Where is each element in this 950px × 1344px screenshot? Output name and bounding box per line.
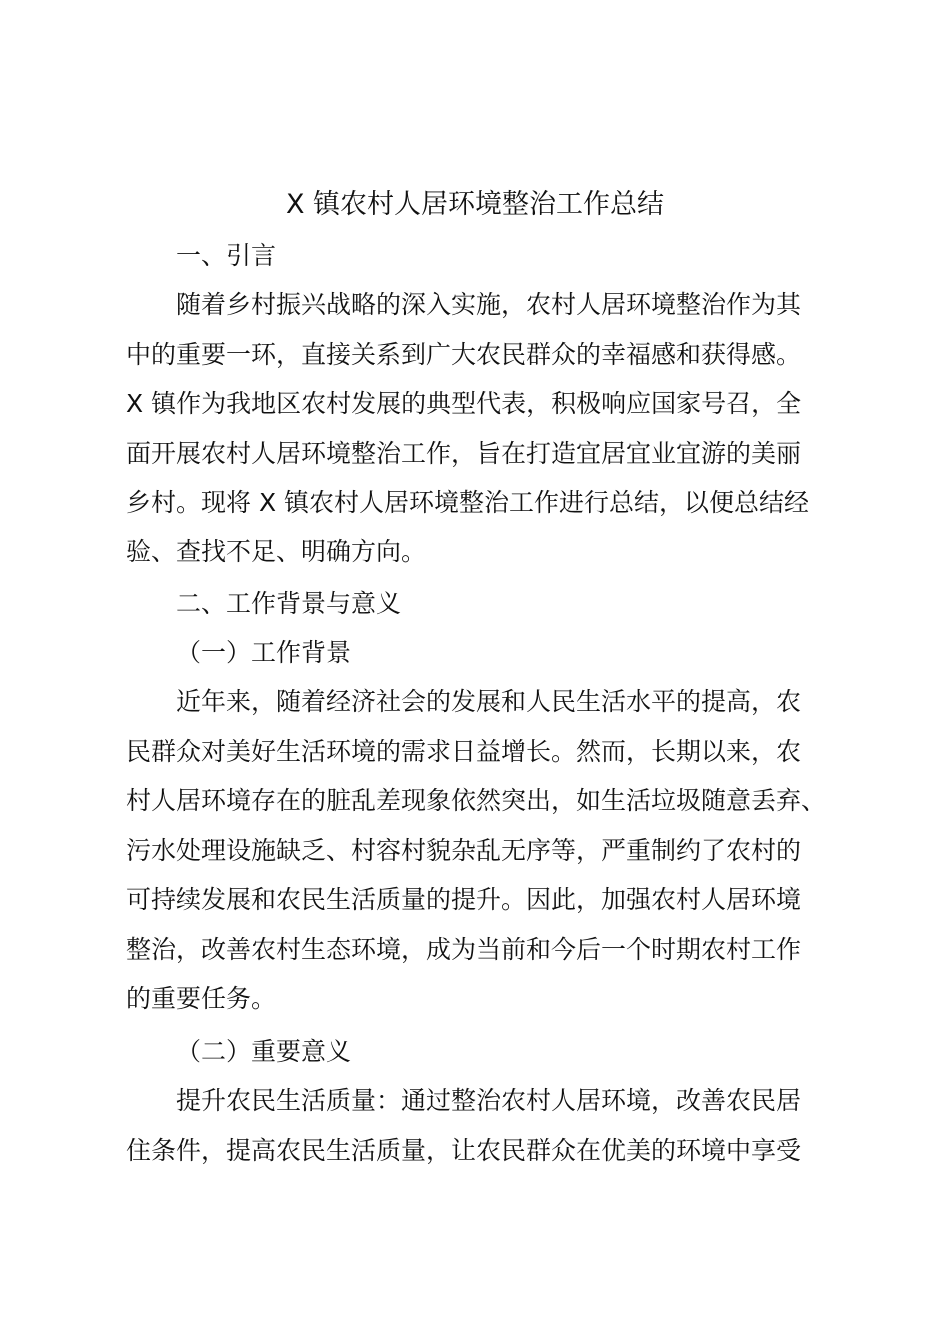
- paragraph-line: 提升农民生活质量：通过整治农村人居环境，改善农民居: [176, 1086, 802, 1115]
- document-title: X 镇农村人居环境整治工作总结: [285, 189, 665, 220]
- subsection-heading-significance: （二）重要意义: [176, 1037, 352, 1066]
- paragraph-line: 住条件，提高农民生活质量，让农民群众在优美的环境中享受: [126, 1136, 802, 1165]
- subsection-heading-background: （一）工作背景: [176, 638, 352, 667]
- paragraph-line: 民群众对美好生活环境的需求日益增长。然而，长期以来，农: [126, 737, 802, 766]
- paragraph-line: 中的重要一环，直接关系到广大农民群众的幸福感和获得感。: [126, 340, 802, 369]
- section-heading-background: 二、工作背景与意义: [176, 589, 402, 618]
- paragraph-line: 面开展农村人居环境整治工作，旨在打造宜居宜业宜游的美丽: [126, 439, 802, 468]
- paragraph-line: X 镇作为我地区农村发展的典型代表，积极响应国家号召，全: [126, 389, 802, 418]
- paragraph-line: 的重要任务。: [126, 984, 277, 1013]
- paragraph-line: 验、查找不足、明确方向。: [126, 537, 427, 566]
- paragraph-line: 乡村。现将 X 镇农村人居环境整治工作进行总结，以便总结经: [126, 488, 810, 517]
- paragraph-line: 村人居环境存在的脏乱差现象依然突出，如生活垃圾随意丢弃、: [126, 786, 827, 815]
- paragraph-line: 整治，改善农村生态环境，成为当前和今后一个时期农村工作: [126, 935, 802, 964]
- paragraph-line: 随着乡村振兴战略的深入实施，农村人居环境整治作为其: [176, 290, 802, 319]
- paragraph-line: 污水处理设施缺乏、村容村貌杂乱无序等，严重制约了农村的: [126, 836, 802, 865]
- section-heading-introduction: 一、引言: [176, 241, 277, 270]
- paragraph-line: 可持续发展和农民生活质量的提升。因此，加强农村人居环境: [126, 885, 802, 914]
- paragraph-line: 近年来，随着经济社会的发展和人民生活水平的提高，农: [176, 687, 802, 716]
